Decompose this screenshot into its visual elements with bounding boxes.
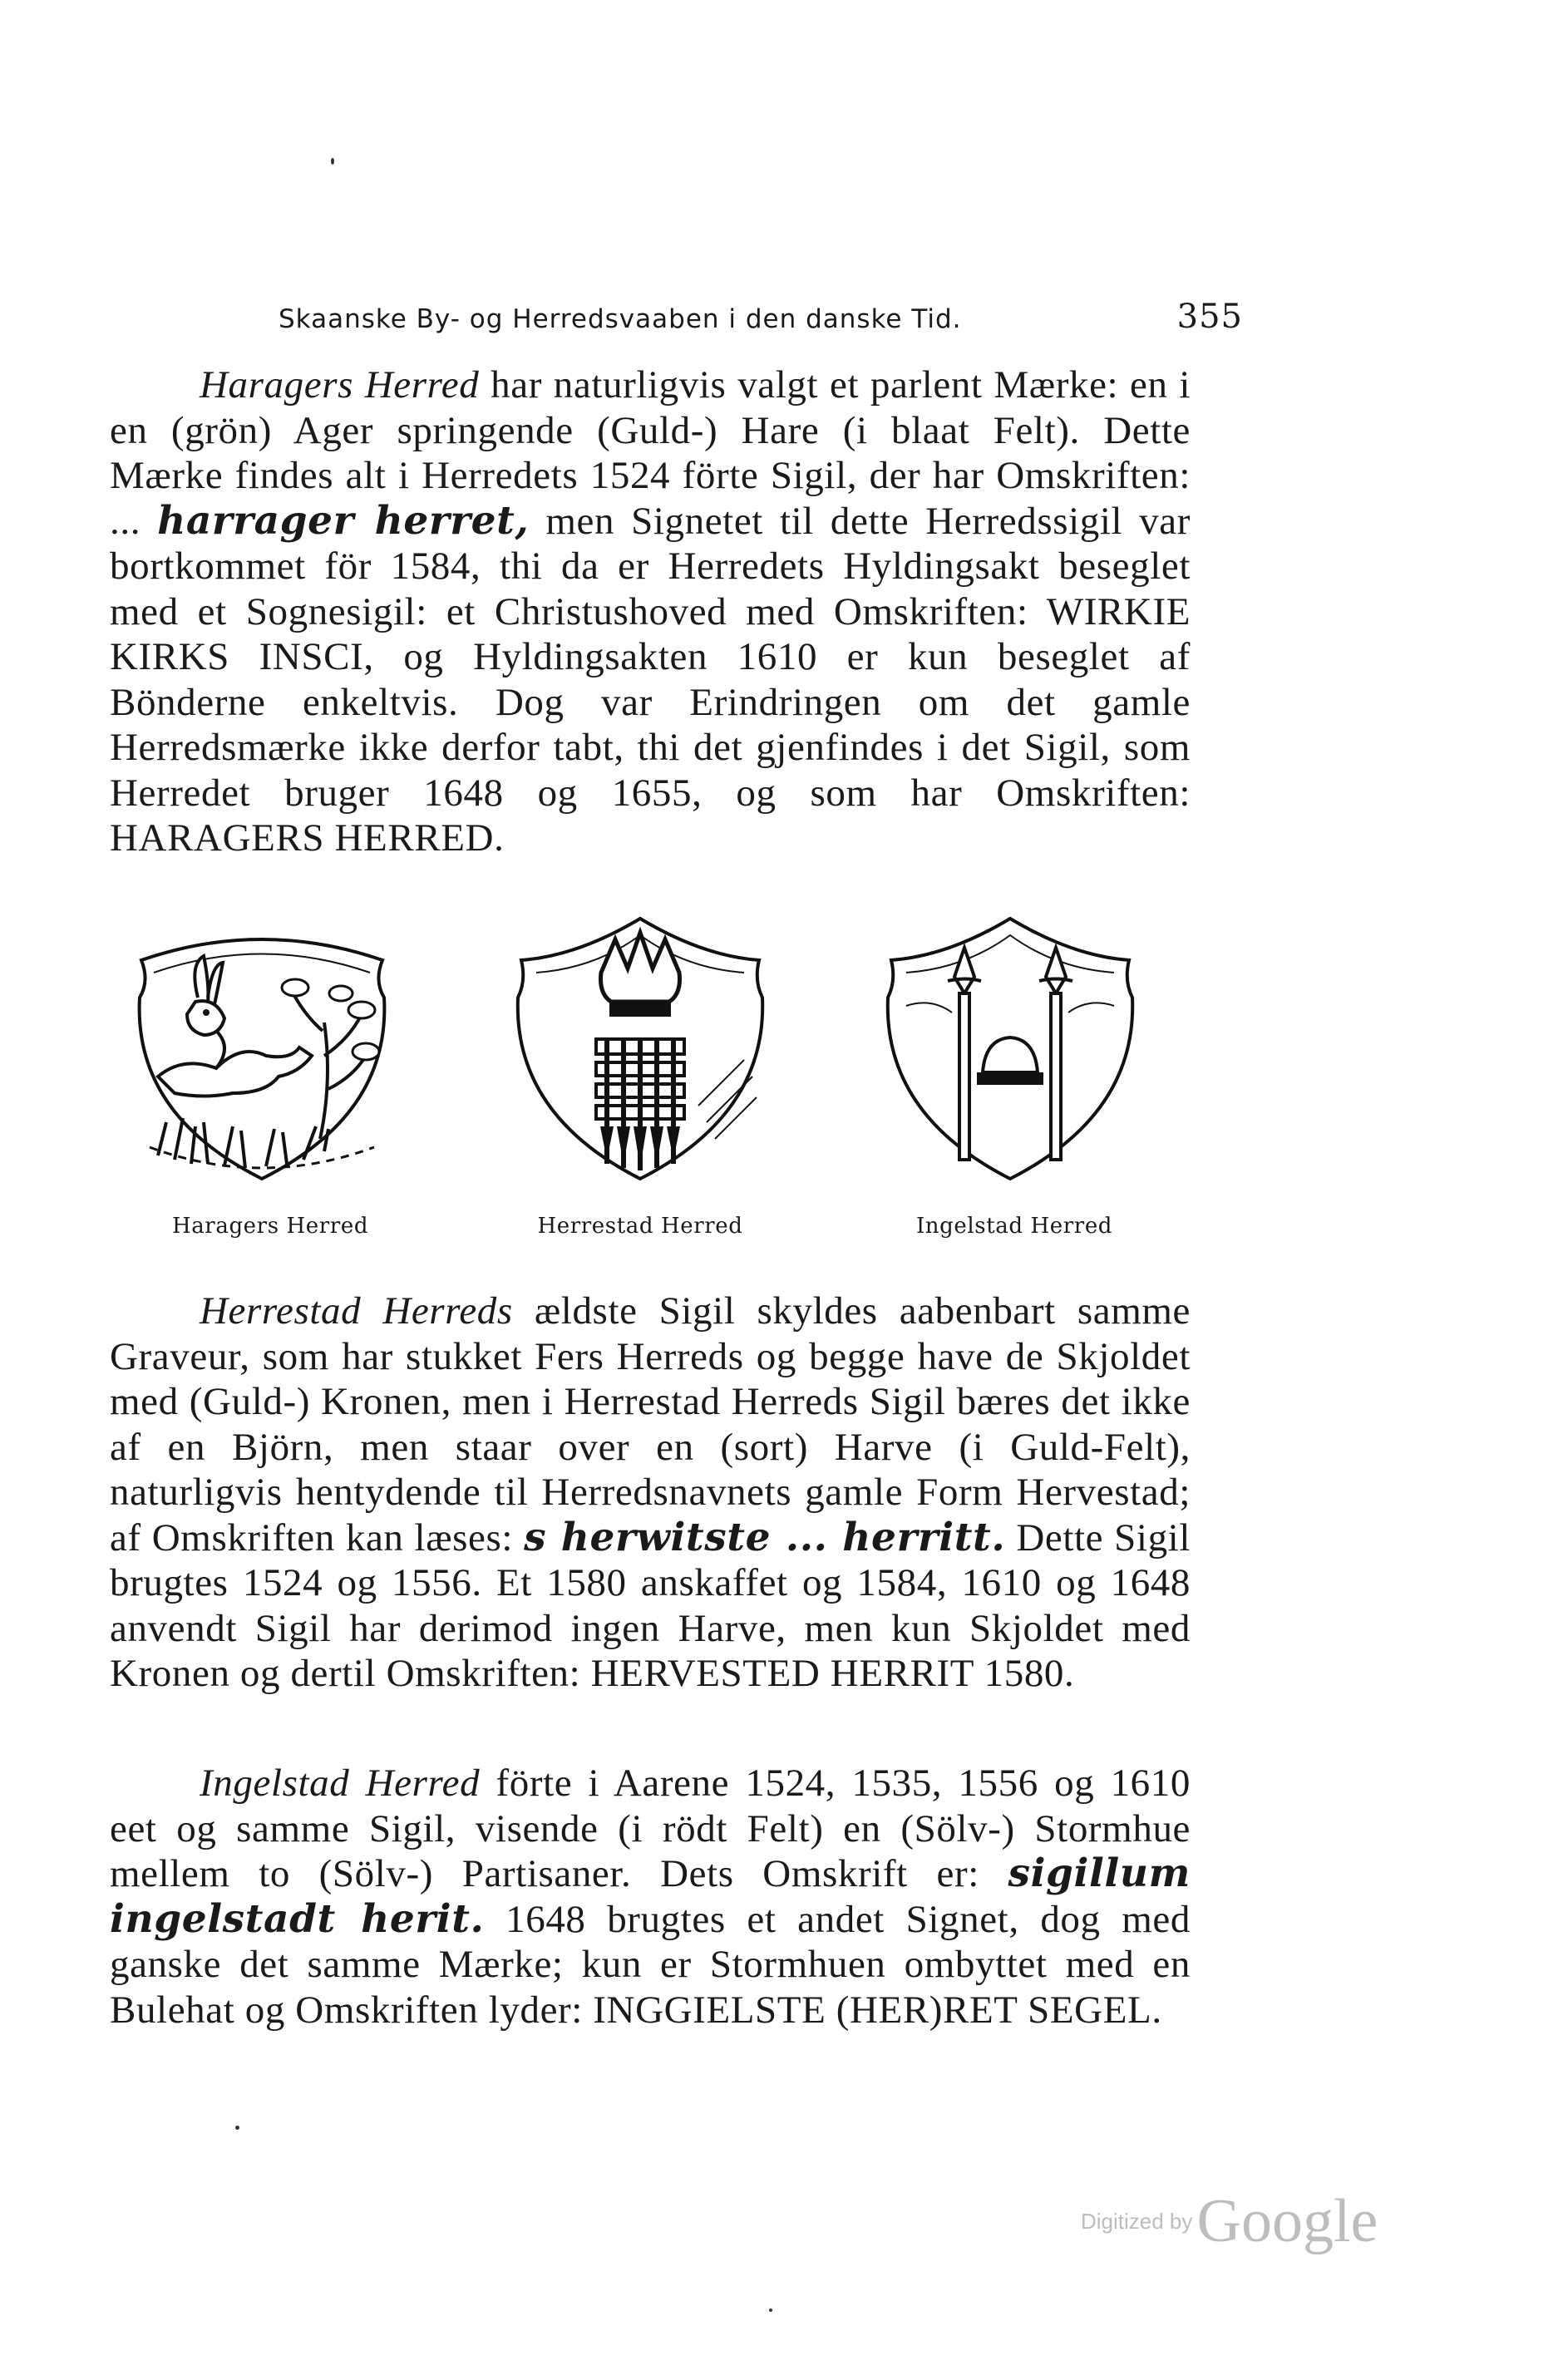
blackletter-inscription: s herwitste ... herritt. <box>524 1514 1006 1560</box>
page-number: 355 <box>1176 298 1243 336</box>
paragraph-heading: Ingelstad Herred <box>200 1762 481 1805</box>
paragraph-haragers <box>110 362 1191 861</box>
watermark-prefix: Digitized by <box>1081 2209 1193 2234</box>
paragraph-text: förte i Aarene 1524, 1535, 1556 og 1610 eet og samme Sigil, visende (i rödt Felt) en (Sölv-) Stormhue mellem to (Sölv-) Partisaner. Dets Omskrift er: <box>110 1762 1191 1895</box>
paragraph-ingelstad <box>110 1761 1191 2033</box>
scan-speck <box>235 2126 239 2130</box>
digitized-by-google-watermark <box>1081 2186 1430 2261</box>
paragraph-herrestad <box>110 1289 1191 1697</box>
figure-caption: Haragers Herred <box>171 1214 369 1239</box>
paragraph-text: ældste Sigil skyldes aabenbart samme Graveur, som har stukket Fers Herreds og begge have de Skjoldet med (Guld-) Kronen, men i Herrestad Herreds Sigil bæres det ikke af en Björn, men staar over en (sort) Harve (i Guld-Felt), naturligvis hentydende til Herredsnavnets gamle Form Hervestad; af Omskriften kan læses: <box>110 1289 1191 1560</box>
figure-caption: Herrestad Herred <box>537 1214 743 1239</box>
figure-caption: Ingelstad Herred <box>915 1214 1113 1239</box>
paragraph-text: har naturligvis valgt et parlent Mærke: en i en (grön) Ager springende (Guld-) Hare (i blaat Felt). Dette Mærke findes alt i Herredets 1524 förte Sigil, der har Omskriften: ... <box>110 363 1191 543</box>
blackletter-inscription: harrager herret, <box>157 497 530 544</box>
scan-speck <box>331 158 334 165</box>
blackletter-inscription: sigillum ingelstadt herit. <box>110 1850 1191 1942</box>
running-title: Skaanske By- og Herredsvaaben i den danske Tid. <box>279 304 962 334</box>
scan-speck <box>769 2309 772 2312</box>
crown-harrow-shield-icon <box>503 914 777 1189</box>
hare-shield-icon <box>125 914 399 1189</box>
paragraph-text: men Signetet til dette Herredssigil var bortkommet för 1584, thi da er Herredets Hyldingsakt beseglet med et Sognesigil: et Christushoved med Omskriften: WIRKIE KIRKS INSCI, og Hyldingsakten 1610 er kun beseglet af Bönderne enkeltvis. Dog var Erindringen om det gamle Herredsmærke ikke derfor tabt, thi det gjenfindes i det Sigil, som Herredet bruger 1648 og 1655, og som har Omskriften: HARAGERS HERRED. <box>110 499 1191 860</box>
paragraph-text: Dette Sigil brugtes 1524 og 1556. Et 1580 anskaffet og 1584, 1610 og 1648 anvendt Sigil har derimod ingen Harve, men kun Skjoldet med Kronen og dertil Omskriften: HERVESTED HERRIT 1580. <box>110 1515 1191 1695</box>
helmet-partisans-shield-icon <box>873 914 1147 1189</box>
paragraph-heading: Haragers Herred <box>200 363 480 407</box>
paragraph-text: 1648 brugtes et andet Signet, dog med ganske det samme Mærke; kun er Stormhuen ombyttet med en Bulehat og Omskriften lyder: INGGIELSTE (HER)RET SEGEL. <box>110 1897 1191 2032</box>
google-logo: Google <box>1196 2187 1378 2255</box>
paragraph-heading: Herrestad Herreds <box>200 1289 513 1333</box>
running-header <box>279 298 1243 347</box>
